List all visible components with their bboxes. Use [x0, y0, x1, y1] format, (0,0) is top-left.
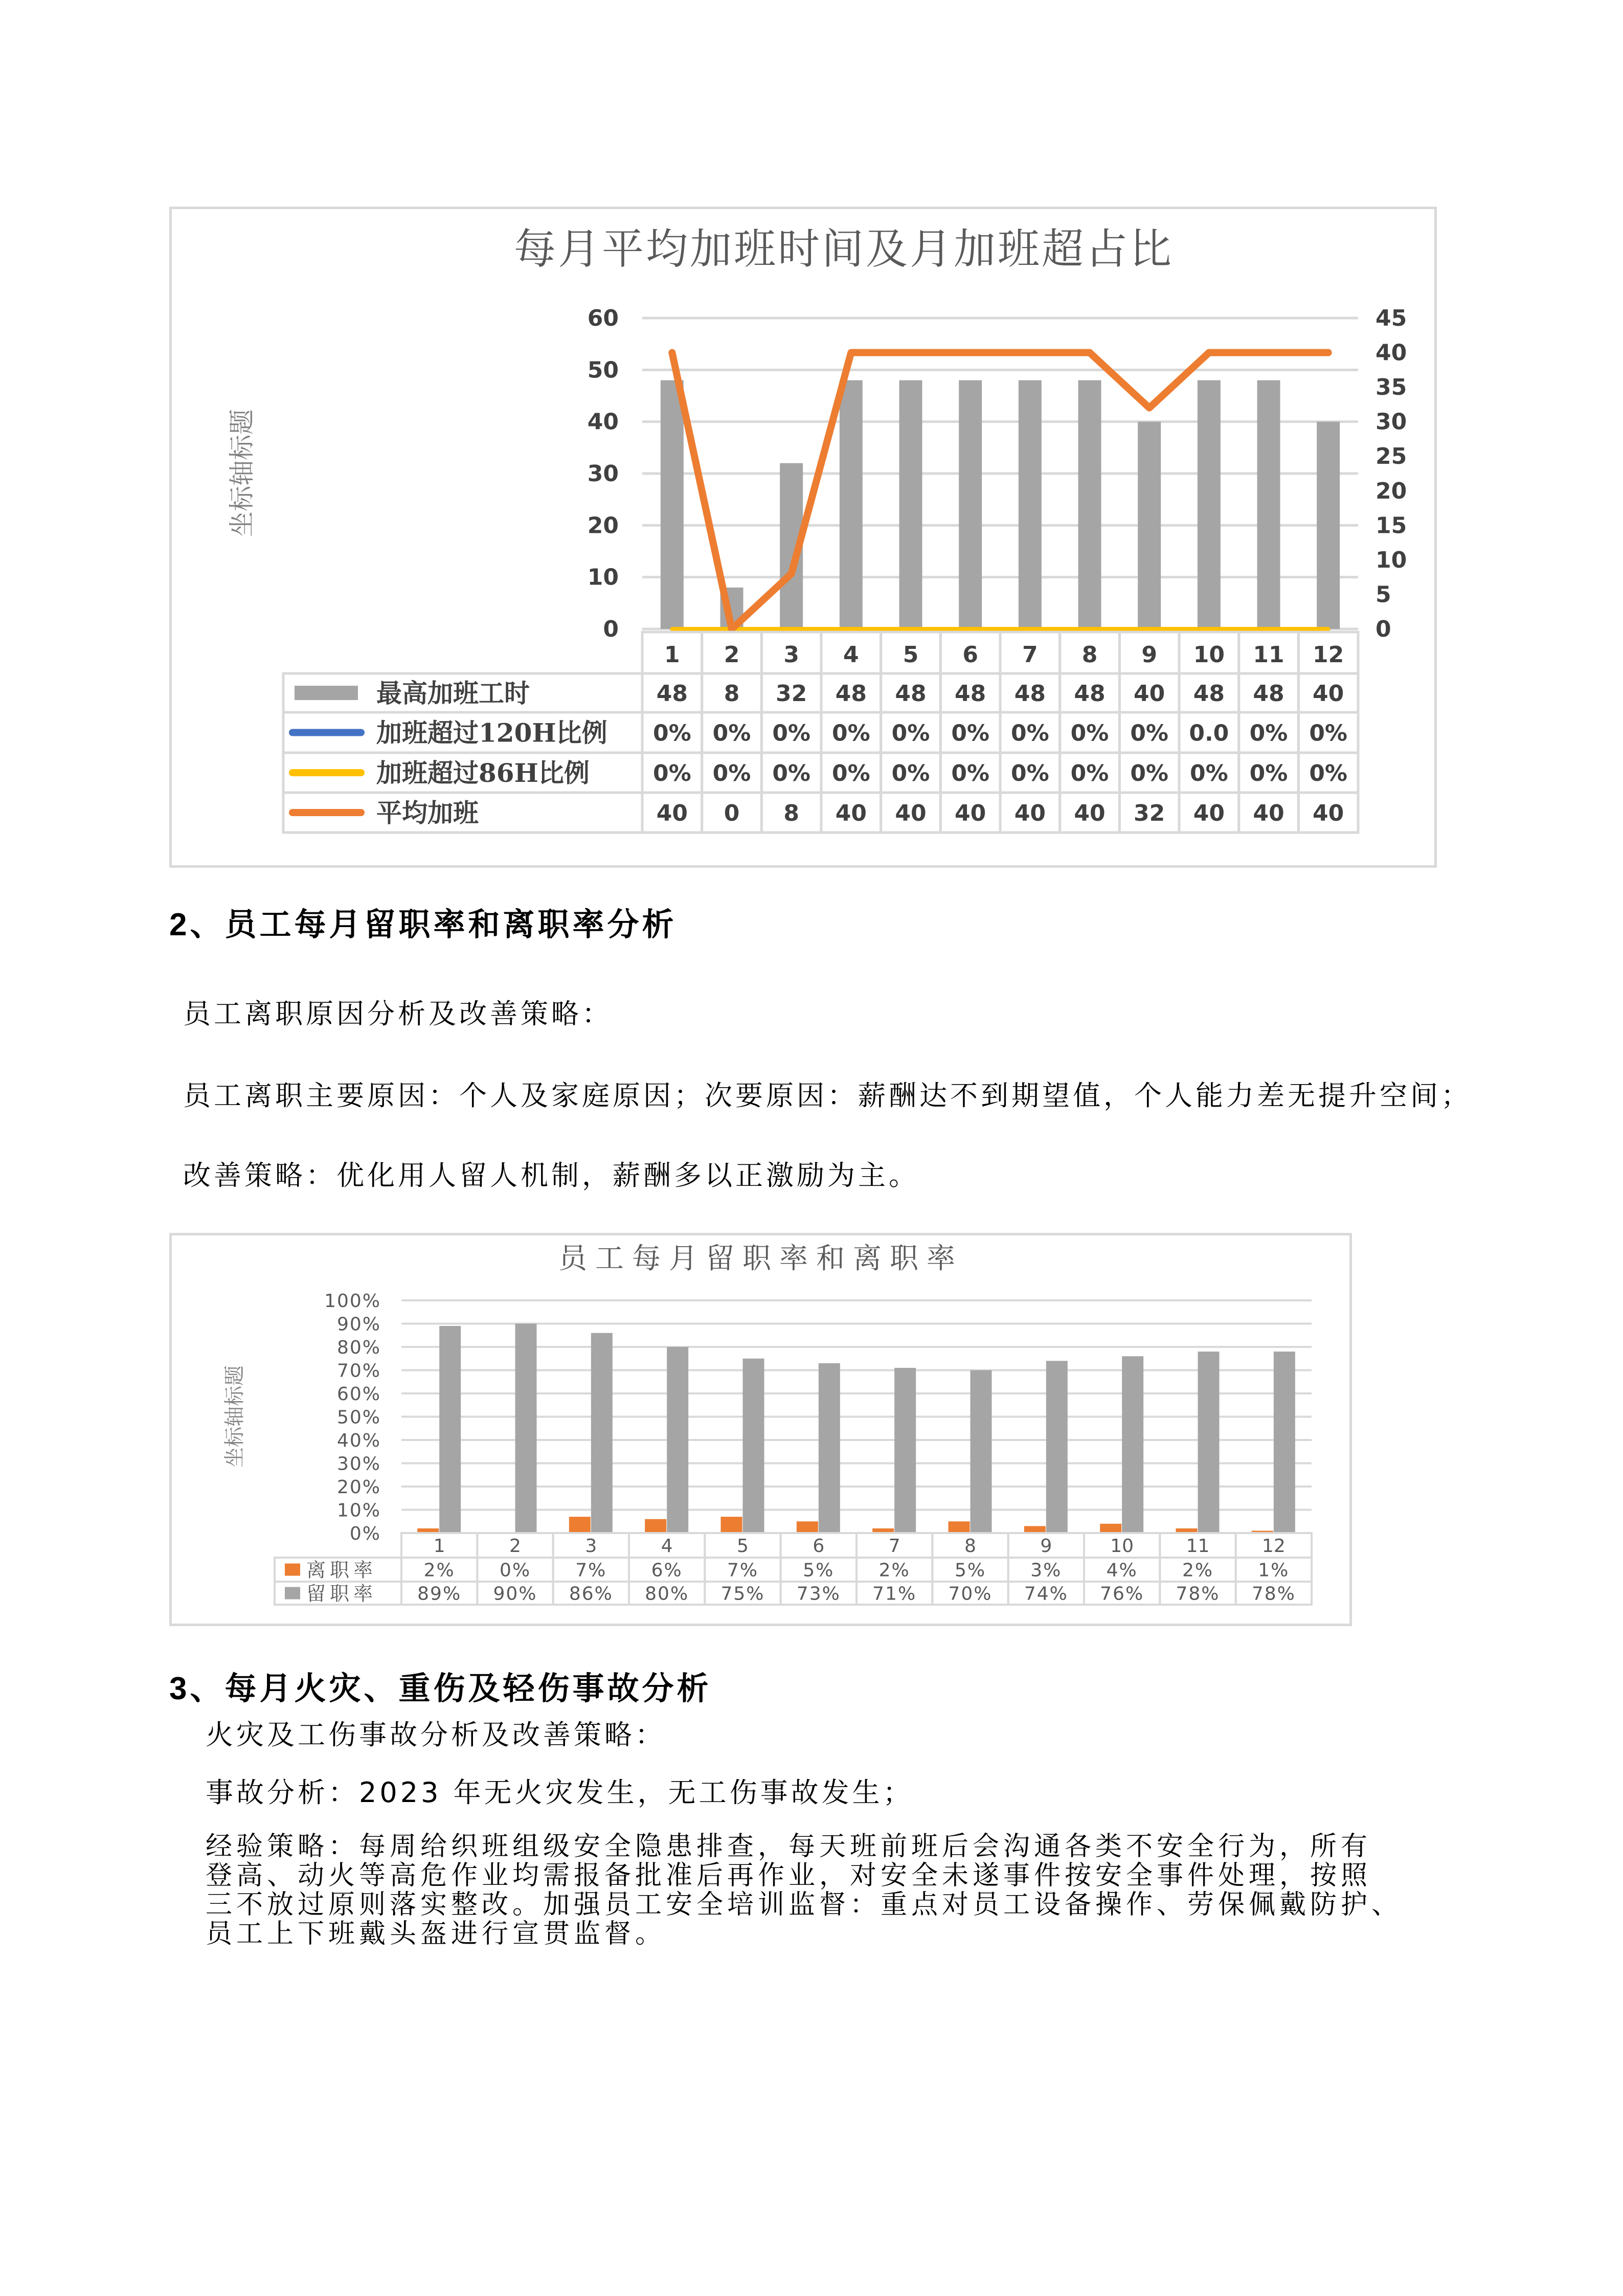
y-tick-label: 80% — [336, 1337, 381, 1358]
data-label: 40 — [955, 800, 986, 826]
data-label: 78% — [1176, 1583, 1220, 1605]
section-3-title: 、每月火灾、重伤及轻伤事故分析 — [190, 1670, 712, 1707]
data-label: 40 — [835, 800, 867, 826]
data-label: 4% — [1106, 1560, 1138, 1581]
data-label: 40 — [1193, 800, 1225, 826]
bar-turnover-rate — [1024, 1526, 1046, 1533]
y2-tick-label: 40 — [1376, 340, 1407, 366]
data-label: 40 — [895, 800, 927, 826]
data-label: 86% — [569, 1583, 613, 1605]
data-label: 0% — [1130, 720, 1169, 747]
data-label: 40 — [656, 800, 688, 826]
data-label: 0% — [652, 720, 691, 747]
data-label: 40 — [1014, 800, 1046, 826]
y-tick-label: 0% — [349, 1523, 381, 1544]
category-label: 2 — [724, 642, 740, 668]
data-label: 89% — [417, 1583, 462, 1605]
y-tick-label: 30 — [587, 461, 619, 487]
y-tick-label: 40% — [336, 1430, 381, 1451]
strategy-line-3: 三不放过原则落实整改。加强员工安全培训监督：重点对员工设备操作、劳保佩戴防护、 — [206, 1889, 1403, 1920]
data-label: 32 — [776, 681, 807, 707]
data-label: 8 — [724, 681, 740, 707]
category-label: 8 — [964, 1536, 976, 1557]
bar-retention-rate — [1046, 1361, 1068, 1533]
y-tick-label: 60 — [587, 305, 619, 331]
y-tick-label: 90% — [336, 1314, 381, 1335]
bar-turnover-rate — [949, 1521, 970, 1533]
category-label: 3 — [783, 642, 799, 668]
section-2-line-3: 改善策略：优化用人留人机制，薪酬多以正激励为主。 — [183, 1159, 919, 1191]
y2-tick-label: 15 — [1376, 512, 1407, 539]
y-tick-label: 20 — [587, 512, 619, 539]
data-label: 40 — [1134, 681, 1165, 707]
data-label: 0% — [1249, 760, 1288, 786]
legend-label: 加班超过120H比例 — [376, 717, 607, 748]
section-2-line-1: 员工离职原因分析及改善策略： — [183, 998, 613, 1030]
data-label: 6% — [651, 1560, 683, 1581]
bar-retention-rate — [819, 1363, 840, 1533]
bar-retention-rate — [1122, 1356, 1143, 1533]
bar-retention-rate — [591, 1333, 613, 1533]
data-label: 0% — [951, 720, 990, 747]
category-label: 3 — [585, 1536, 597, 1557]
y-tick-label: 50 — [587, 357, 619, 384]
data-label: 0% — [1249, 720, 1288, 747]
legend-label: 平均加班 — [376, 798, 479, 828]
data-label: 0% — [831, 760, 870, 786]
data-label: 0 — [724, 800, 740, 826]
y-tick-label: 10 — [587, 564, 619, 591]
data-label: 48 — [1074, 681, 1106, 707]
data-label: 48 — [1193, 681, 1225, 707]
chart-title: 员工每月留职率和离职率 — [558, 1242, 963, 1275]
data-label: 0% — [1130, 760, 1169, 786]
bar-turnover-rate — [1100, 1524, 1121, 1533]
data-label: 48 — [955, 681, 986, 707]
data-label: 2% — [878, 1560, 910, 1581]
data-label: 48 — [1014, 681, 1046, 707]
category-label: 7 — [888, 1536, 900, 1557]
y2-tick-label: 20 — [1376, 478, 1407, 504]
data-label: 1% — [1258, 1560, 1290, 1581]
data-label: 0% — [1070, 720, 1109, 747]
chart-title: 每月平均加班时间及月加班超占比 — [513, 225, 1174, 274]
category-label: 12 — [1261, 1536, 1286, 1557]
data-label: 40 — [1313, 681, 1344, 707]
legend-label: 留职率 — [306, 1582, 377, 1605]
data-label: 40 — [1313, 800, 1344, 826]
bar-turnover-rate — [645, 1519, 666, 1533]
data-label: 48 — [835, 681, 867, 707]
data-label: 74% — [1024, 1583, 1068, 1605]
data-label: 0% — [1070, 760, 1109, 786]
data-label: 0% — [951, 760, 990, 786]
strategy-line-1: 经验策略：每周给织班组级安全隐患排查，每天班前班后会沟通各类不安全行为，所有 — [206, 1831, 1372, 1862]
data-label: 80% — [645, 1583, 689, 1605]
data-label: 0% — [891, 720, 930, 747]
data-label: 5% — [954, 1560, 986, 1581]
bar-retention-rate — [515, 1324, 537, 1534]
data-label: 5% — [803, 1560, 835, 1581]
bar-retention-rate — [1198, 1352, 1220, 1533]
category-label: 10 — [1110, 1536, 1134, 1557]
y-tick-label: 100% — [324, 1291, 381, 1312]
y-tick-label: 20% — [336, 1477, 381, 1498]
category-label: 9 — [1040, 1536, 1052, 1557]
category-label: 1 — [664, 642, 680, 668]
category-label: 5 — [903, 642, 919, 668]
data-label: 0% — [712, 760, 751, 786]
y2-tick-label: 0 — [1376, 616, 1391, 642]
legend-label: 离职率 — [306, 1559, 377, 1582]
category-label: 4 — [661, 1536, 673, 1557]
data-label: 78% — [1251, 1583, 1296, 1605]
section-3-strategy — [206, 1832, 1402, 1949]
bar-retention-rate — [894, 1368, 916, 1533]
bar-retention-rate — [1274, 1352, 1295, 1533]
data-label: 7% — [727, 1560, 759, 1581]
data-label: 2% — [1182, 1560, 1214, 1581]
legend-swatch — [285, 1587, 300, 1600]
data-label: 48 — [895, 681, 927, 707]
bar-retention-rate — [439, 1326, 461, 1533]
section-3-number: 3 — [169, 1671, 190, 1706]
data-label: 76% — [1100, 1583, 1144, 1605]
data-label: 0.0 — [1189, 720, 1229, 747]
category-label: 9 — [1141, 642, 1157, 668]
bar-turnover-rate — [721, 1517, 742, 1533]
y-tick-label: 10% — [336, 1500, 381, 1521]
strategy-line-2: 登高、动火等高危作业均需报备批准后再作业，对安全未遂事件按安全事件处理，按照 — [206, 1860, 1372, 1891]
data-label: 7% — [575, 1560, 607, 1581]
data-label: 0% — [1010, 720, 1049, 747]
data-label: 75% — [720, 1583, 765, 1605]
bar-turnover-rate — [797, 1521, 818, 1533]
section-3-heading — [169, 1663, 712, 1708]
legend-label: 最高加班工时 — [376, 678, 530, 708]
data-label: 0% — [772, 720, 811, 747]
data-label: 70% — [948, 1583, 993, 1605]
category-label: 11 — [1253, 642, 1284, 668]
category-label: 6 — [962, 642, 978, 668]
y-tick-label: 40 — [587, 409, 619, 435]
section-2-title: 、员工每月留职率和离职率分析 — [190, 906, 677, 943]
section-3-analysis: 事故分析：2023 年无火灾发生，无工伤事故发生； — [206, 1776, 914, 1809]
data-label: 2% — [423, 1560, 455, 1581]
category-label: 10 — [1193, 642, 1225, 668]
data-label: 32 — [1134, 800, 1165, 826]
section-2-number: 2 — [169, 907, 190, 942]
data-label: 8 — [783, 800, 799, 826]
category-label: 5 — [737, 1536, 749, 1557]
category-label: 8 — [1081, 642, 1098, 668]
y-tick-label: 0 — [603, 616, 619, 642]
category-label: 7 — [1022, 642, 1038, 668]
category-label: 4 — [843, 642, 859, 668]
y2-tick-label: 25 — [1376, 443, 1407, 470]
y-tick-label: 70% — [336, 1360, 381, 1382]
bar-retention-rate — [971, 1370, 992, 1534]
data-label: 0% — [772, 760, 811, 786]
y-tick-label: 60% — [336, 1384, 381, 1405]
y2-tick-label: 10 — [1376, 547, 1407, 573]
legend-swatch — [285, 1564, 300, 1576]
data-label: 90% — [493, 1583, 537, 1605]
data-label: 0% — [712, 720, 751, 747]
category-label: 1 — [433, 1536, 445, 1557]
strategy-line-4: 员工上下班戴头盔进行宣贯监督。 — [206, 1919, 666, 1949]
bar-retention-rate — [667, 1347, 688, 1533]
category-label: 2 — [509, 1536, 521, 1557]
data-label: 0% — [831, 720, 870, 747]
y-axis-title: 坐标轴标题 — [227, 409, 257, 537]
y2-tick-label: 35 — [1376, 374, 1407, 401]
data-label: 0% — [1309, 760, 1348, 786]
data-label: 0% — [1189, 760, 1228, 786]
y2-tick-label: 30 — [1376, 409, 1407, 435]
data-label: 48 — [1253, 681, 1284, 707]
y-tick-label: 30% — [336, 1453, 381, 1475]
category-label: 12 — [1313, 642, 1344, 668]
data-label: 48 — [656, 681, 688, 707]
data-label: 40 — [1253, 800, 1284, 826]
data-label: 0% — [499, 1560, 531, 1581]
category-label: 11 — [1186, 1536, 1210, 1557]
bar-turnover-rate — [569, 1517, 591, 1533]
y2-tick-label: 5 — [1376, 581, 1391, 608]
y-axis-title: 坐标轴标题 — [223, 1365, 246, 1468]
y2-tick-label: 45 — [1376, 305, 1407, 331]
data-label: 73% — [796, 1583, 841, 1605]
data-label: 0% — [1010, 760, 1049, 786]
legend-label: 加班超过86H比例 — [376, 758, 590, 788]
data-label: 0% — [1309, 720, 1348, 747]
y-tick-label: 50% — [336, 1407, 381, 1428]
bar-retention-rate — [743, 1359, 764, 1533]
data-label: 0% — [652, 760, 691, 786]
category-label: 6 — [813, 1536, 825, 1557]
data-label: 71% — [872, 1583, 917, 1605]
section-2-line-2: 员工离职主要原因：个人及家庭原因；次要原因：薪酬达不到期望值，个人能力差无提升空间； — [183, 1079, 1472, 1112]
data-label: 0% — [891, 760, 930, 786]
data-label: 3% — [1030, 1560, 1062, 1581]
data-label: 40 — [1074, 800, 1106, 826]
section-3-intro: 火灾及工伤事故分析及改善策略： — [206, 1719, 666, 1751]
